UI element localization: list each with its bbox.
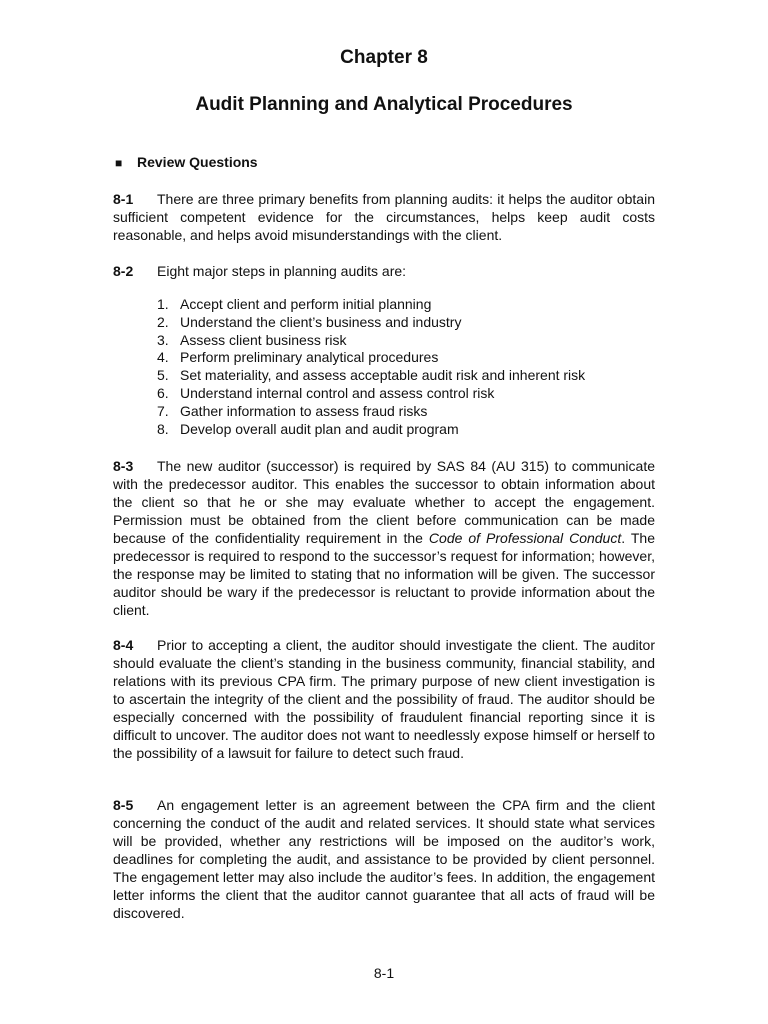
page-number: 8-1 bbox=[373, 965, 395, 981]
list-item-index: 8. bbox=[157, 420, 169, 437]
list-item bbox=[157, 421, 585, 439]
list-item-index: 2. bbox=[157, 313, 169, 330]
square-bullet-icon: ■ bbox=[115, 156, 123, 170]
list-item-text: Understand the client’s business and industry bbox=[180, 313, 462, 330]
list-item-text: Perform preliminary analytical procedures bbox=[180, 349, 439, 366]
question-text: Eight major steps in planning audits are: bbox=[157, 263, 407, 279]
section-heading bbox=[115, 153, 258, 172]
list-item-text: Set materiality, and assess acceptable audit risk and inherent risk bbox=[180, 367, 586, 384]
list-item bbox=[157, 385, 585, 403]
list-item bbox=[157, 314, 585, 332]
list-item bbox=[157, 296, 585, 314]
section-heading-label: Review Questions bbox=[137, 154, 258, 170]
question-8-1 bbox=[113, 190, 655, 244]
question-text: An engagement letter is an agreement between the CPA firm and the client concerning the conduct of the audit and related services. It should state what services will be provided, whether any restrictions will be imposed on the auditor’s work, deadlines for completing the audit, and assistance to be provided by client personnel. The engagement letter may also include the auditor’s fees. In addition, the engagement letter informs the client that the auditor cannot guarantee that all acts of fraud will be discovered. bbox=[113, 797, 655, 921]
page-title: Audit Planning and Analytical Procedures bbox=[195, 94, 573, 115]
list-item-text: Develop overall audit plan and audit program bbox=[180, 420, 459, 437]
list-item-index: 1. bbox=[157, 296, 169, 312]
list-item-index: 4. bbox=[157, 349, 169, 366]
planning-steps-list bbox=[157, 296, 585, 438]
question-number: 8-1 bbox=[113, 191, 134, 207]
question-number: 8-3 bbox=[113, 458, 134, 474]
question-8-2 bbox=[113, 262, 655, 280]
list-item-text: Understand internal control and assess control risk bbox=[180, 384, 495, 401]
question-number: 8-4 bbox=[113, 637, 134, 653]
question-number: 8-5 bbox=[113, 797, 134, 813]
question-8-3 bbox=[113, 457, 655, 619]
list-item bbox=[157, 349, 585, 367]
list-item-text: Accept client and perform initial planning bbox=[180, 296, 432, 312]
question-text: The new auditor (successor) is required by SAS 84 (AU 315) to communicate with the predecessor auditor. This enables the successor to obtain information about the client so that he or she may evaluate whether to accept the engagement. Permission must be obtained from the client before communication can be made because of the confidentiality requirement in the bbox=[113, 458, 655, 546]
list-item-text: Gather information to assess fraud risks bbox=[180, 402, 428, 419]
list-item-index: 5. bbox=[157, 367, 169, 384]
question-text-continued: . The predecessor is required to respond to the successor’s request for information; however, the response may be limited to stating that no information will be given. The successor auditor should be wary if the predecessor is reluctant to provide information about the client. bbox=[113, 530, 656, 618]
list-item-index: 3. bbox=[157, 331, 169, 348]
list-item bbox=[157, 332, 585, 350]
list-item bbox=[157, 403, 585, 421]
question-text: There are three primary benefits from planning audits: it helps the auditor obtain sufficient competent evidence for the circumstances, helps keep audit costs reasonable, and helps avoid misunderstandings with the client. bbox=[113, 191, 655, 243]
question-8-4 bbox=[113, 636, 655, 762]
list-item-index: 7. bbox=[157, 402, 169, 419]
code-of-conduct-title: Code of Professional Conduct bbox=[428, 530, 622, 546]
question-number: 8-2 bbox=[113, 263, 134, 279]
question-text: Prior to accepting a client, the auditor should investigate the client. The auditor should evaluate the client’s standing in the business community, financial stability, and relations with its previous CPA firm. The primary purpose of new client investigation is to ascertain the integrity of the client and the possibility of fraud. The auditor should be especially concerned with the possibility of fraudulent financial reporting since it is difficult to uncover. The auditor does not want to needlessly expose himself or herself to the possibility of a lawsuit for failure to detect such fraud. bbox=[113, 637, 655, 761]
list-item-index: 6. bbox=[157, 384, 169, 401]
chapter-heading: Chapter 8 bbox=[340, 47, 428, 68]
list-item bbox=[157, 367, 585, 385]
list-item-text: Assess client business risk bbox=[180, 331, 347, 348]
question-8-5 bbox=[113, 796, 655, 922]
